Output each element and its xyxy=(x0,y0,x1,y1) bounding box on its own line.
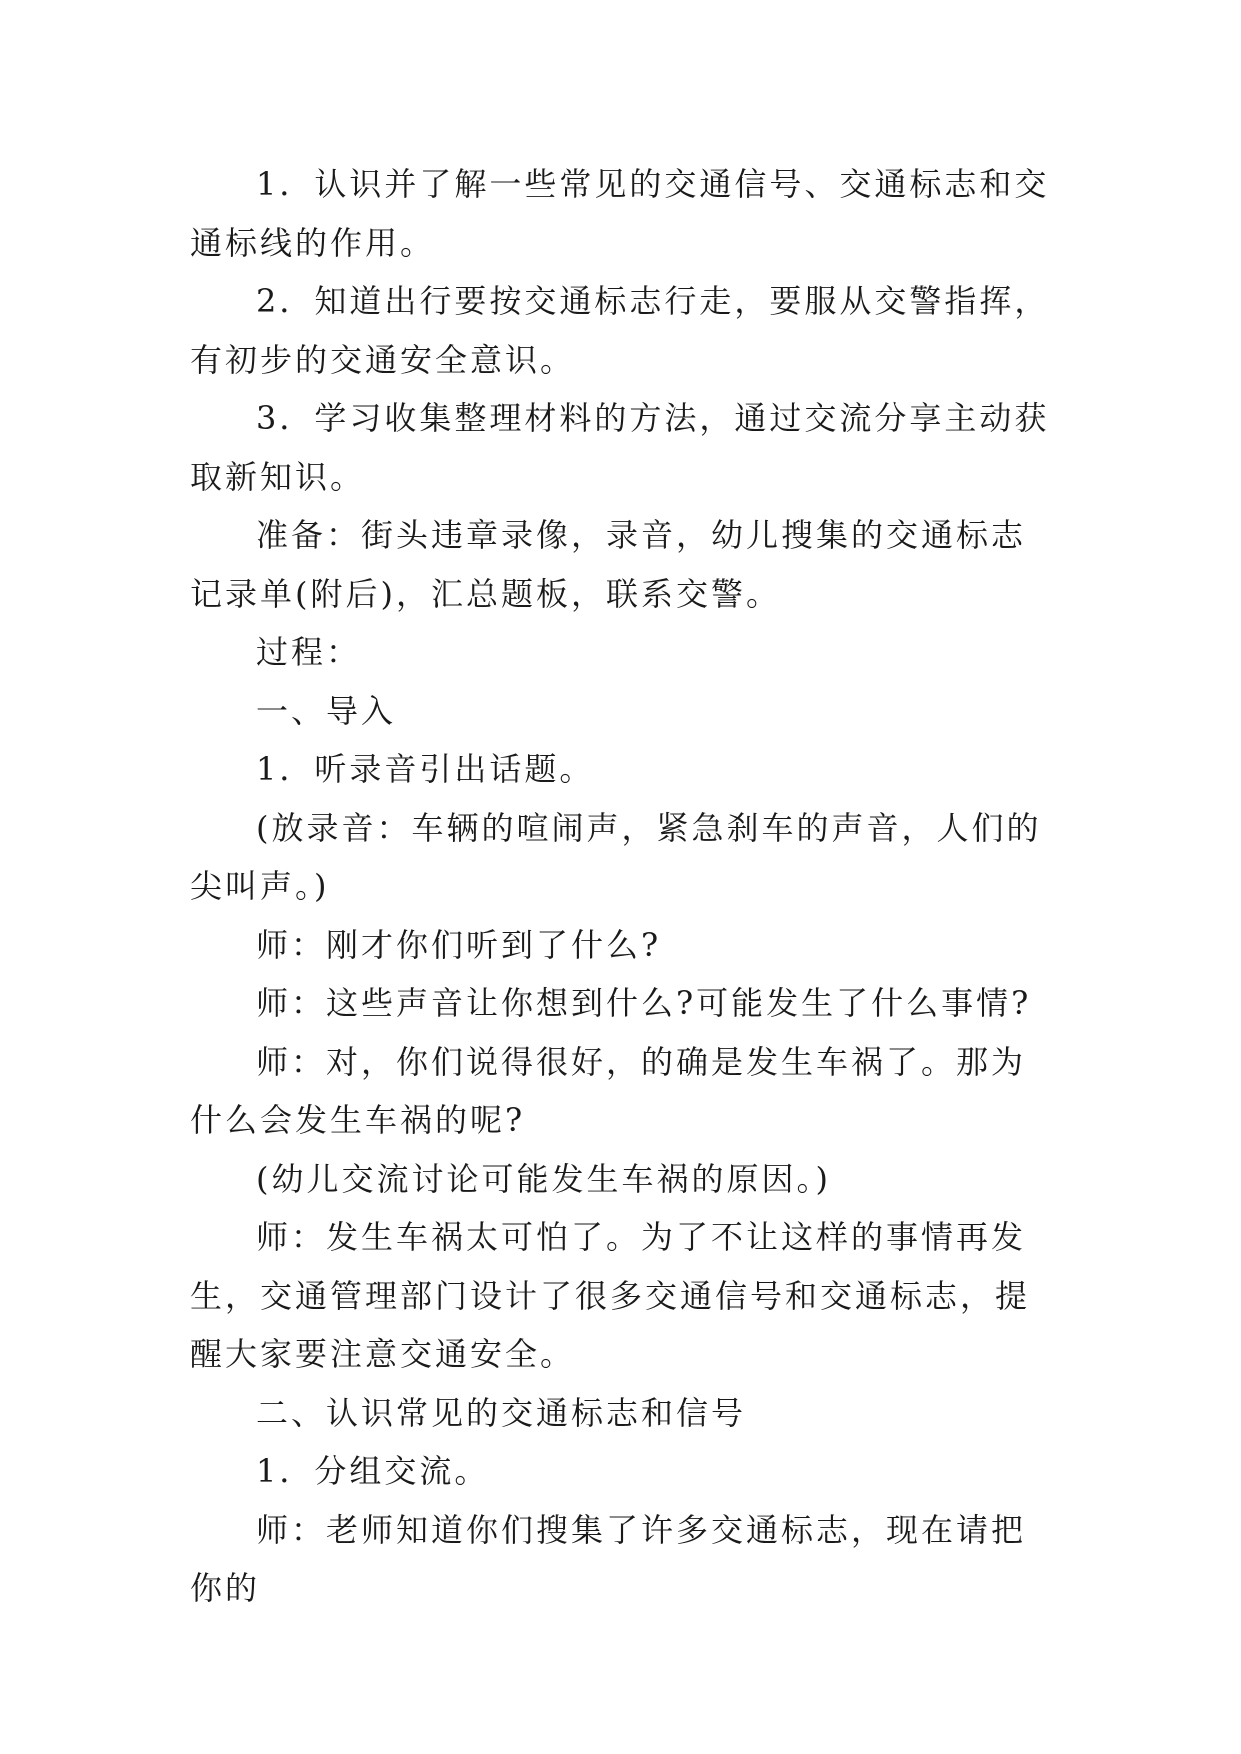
paragraph-goal-1: 1．认识并了解一些常见的交通信号、交通标志和交通标线的作用。 xyxy=(190,165,1050,262)
paragraph-play-recording: (放录音：车辆的喧闹声，紧急刹车的声音，人们的尖叫声。) xyxy=(190,808,1042,905)
paragraph-teacher-question-2: 师：这些声音让你想到什么?可能发生了什么事情? xyxy=(256,984,1032,1022)
section-heading-signs: 二、认识常见的交通标志和信号 xyxy=(256,1393,747,1432)
paragraph-process-heading: 过程： xyxy=(256,633,362,671)
paragraph-step-group: 1．分组交流。 xyxy=(256,1452,490,1490)
paragraph-goal-2: 2．知道出行要按交通标志行走，要服从交警指挥，有初步的交通安全意识。 xyxy=(190,282,1050,379)
paragraph-teacher-explanation: 师：发生车祸太可怕了。为了不让这样的事情再发生，交通管理部门设计了很多交通信号和交通标志，提醒大家要注意交通安全。 xyxy=(190,1218,1031,1373)
paragraph-step-listen: 1．听录音引出话题。 xyxy=(256,750,595,788)
paragraph-teacher-question-1: 师：刚才你们听到了什么? xyxy=(256,925,662,964)
paragraph-preparation: 准备：街头违章录像，录音，幼儿搜集的交通标志记录单(附后)，汇总题板，联系交警。 xyxy=(190,516,1027,613)
paragraph-children-discussion: (幼儿交流讨论可能发生车祸的原因。) xyxy=(256,1159,831,1198)
document-body xyxy=(190,155,1050,1618)
paragraph-teacher-question-3: 师：对，你们说得很好，的确是发生车祸了。那为什么会发生车祸的呢? xyxy=(190,1042,1027,1139)
paragraph-teacher-instruction: 师：老师知道你们搜集了许多交通标志，现在请把你的 xyxy=(190,1510,1027,1607)
paragraph-goal-3: 3．学习收集整理材料的方法，通过交流分享主动获取新知识。 xyxy=(190,399,1050,496)
section-heading-intro: 一、导入 xyxy=(256,691,397,730)
